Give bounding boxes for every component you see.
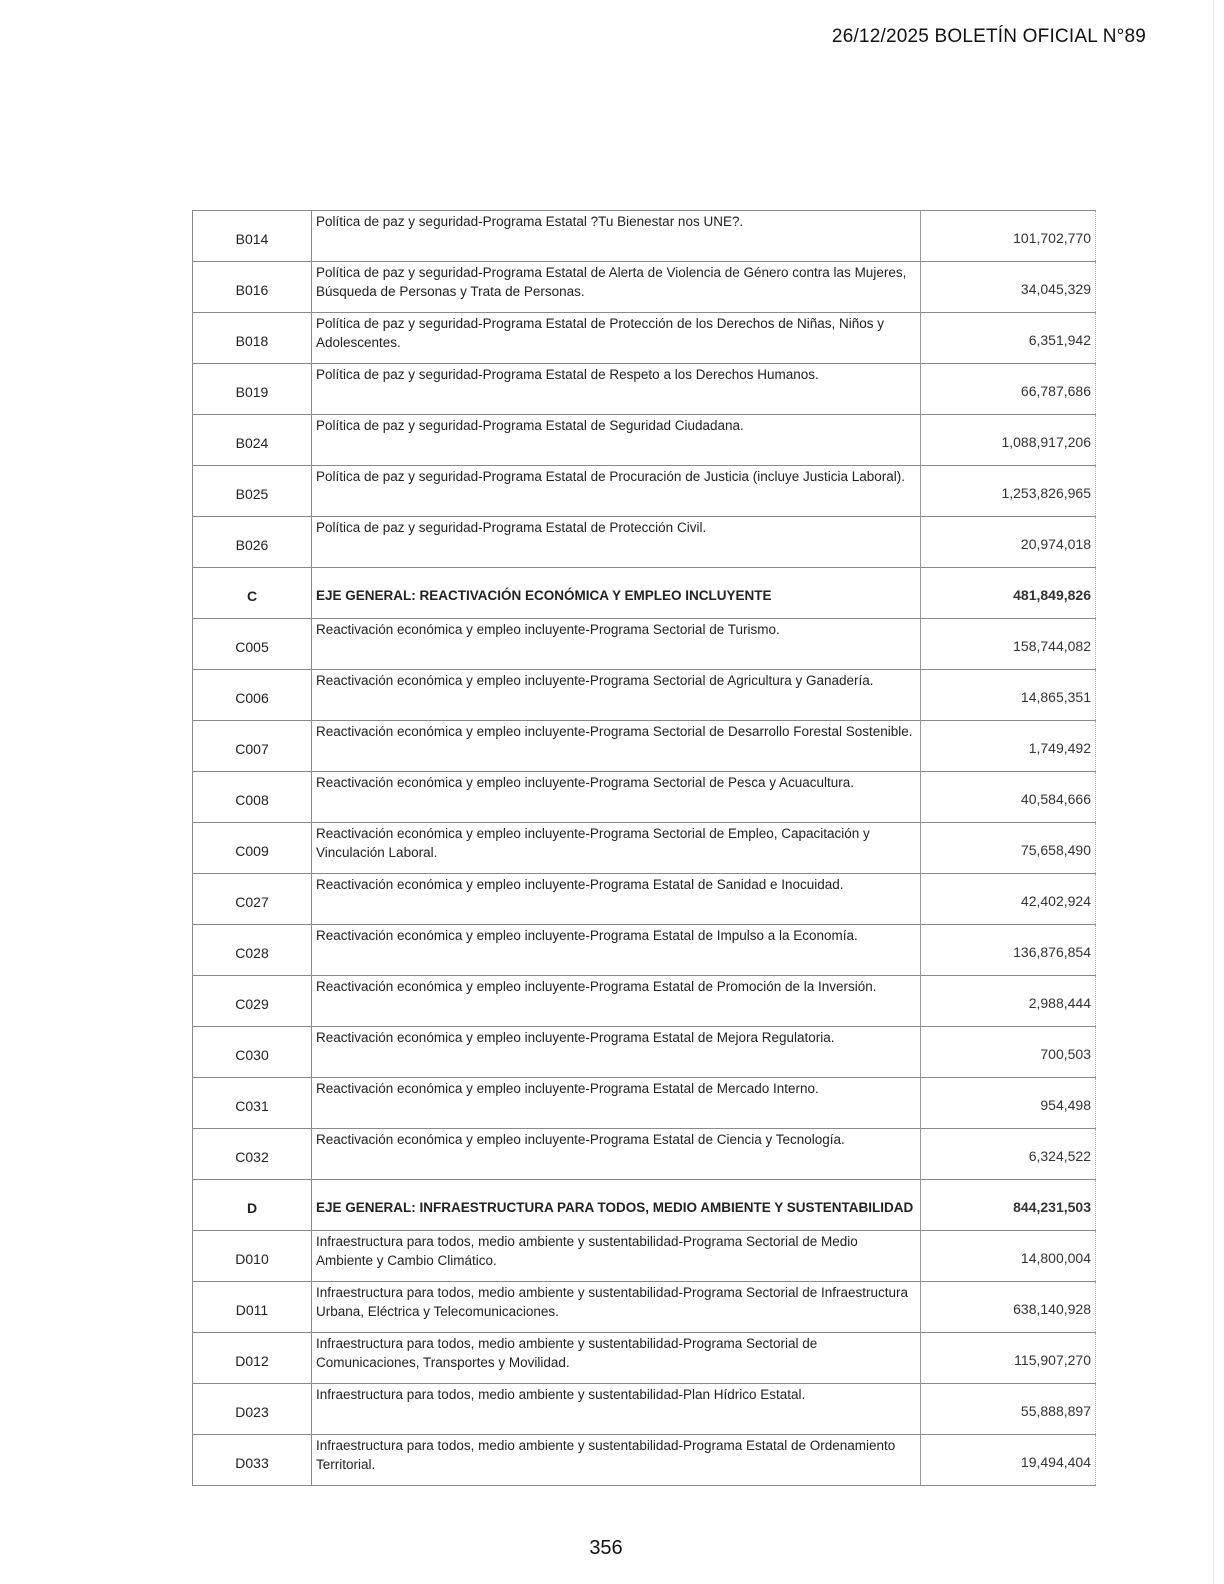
row-description: Infraestructura para todos, medio ambiente y sustentabilidad-Programa Estatal de Ordenamiento Territorial. <box>312 1435 921 1486</box>
row-code: B024 <box>193 415 312 466</box>
row-amount: 14,800,004 <box>921 1231 1096 1282</box>
row-amount: 700,503 <box>921 1027 1096 1078</box>
row-description: Política de paz y seguridad-Programa Estatal de Alerta de Violencia de Género contra las Mujeres, Búsqueda de Personas y Trata de Personas. <box>312 262 921 313</box>
row-description: Política de paz y seguridad-Programa Estatal de Protección Civil. <box>312 517 921 568</box>
table-row <box>193 619 1096 670</box>
row-description: Política de paz y seguridad-Programa Estatal de Respeto a los Derechos Humanos. <box>312 364 921 415</box>
row-description: Política de paz y seguridad-Programa Estatal de Protección de los Derechos de Niñas, Niños y Adolescentes. <box>312 313 921 364</box>
row-description: Reactivación económica y empleo incluyente-Programa Sectorial de Empleo, Capacitación y Vinculación Laboral. <box>312 823 921 874</box>
table-row <box>193 1027 1096 1078</box>
row-code: C028 <box>193 925 312 976</box>
row-code: D033 <box>193 1435 312 1486</box>
row-code: D010 <box>193 1231 312 1282</box>
table-row <box>193 1282 1096 1333</box>
row-amount: 34,045,329 <box>921 262 1096 313</box>
table-row <box>193 1129 1096 1180</box>
page-header: 26/12/2025 BOLETÍN OFICIAL N°89 <box>831 26 1146 47</box>
row-description: EJE GENERAL: REACTIVACIÓN ECONÓMICA Y EMPLEO INCLUYENTE <box>312 568 921 619</box>
table-row <box>193 772 1096 823</box>
row-amount: 75,658,490 <box>921 823 1096 874</box>
row-amount: 20,974,018 <box>921 517 1096 568</box>
table-row <box>193 1435 1096 1486</box>
row-amount: 1,749,492 <box>921 721 1096 772</box>
table-row <box>193 211 1096 262</box>
row-code: B019 <box>193 364 312 415</box>
row-code: C032 <box>193 1129 312 1180</box>
budget-table-body <box>193 211 1096 1486</box>
row-code: C <box>193 568 312 619</box>
table-row <box>193 670 1096 721</box>
row-code: D <box>193 1180 312 1231</box>
row-code: B016 <box>193 262 312 313</box>
row-description: Reactivación económica y empleo incluyente-Programa Estatal de Mercado Interno. <box>312 1078 921 1129</box>
table-row <box>193 1078 1096 1129</box>
table-row <box>193 1333 1096 1384</box>
table-row <box>193 874 1096 925</box>
row-code: C027 <box>193 874 312 925</box>
table-row <box>193 313 1096 364</box>
row-amount: 481,849,826 <box>921 568 1096 619</box>
table-row <box>193 1231 1096 1282</box>
row-description: EJE GENERAL: INFRAESTRUCTURA PARA TODOS, MEDIO AMBIENTE Y SUSTENTABILIDAD <box>312 1180 921 1231</box>
table-row <box>193 925 1096 976</box>
row-amount: 6,324,522 <box>921 1129 1096 1180</box>
row-description: Reactivación económica y empleo incluyente-Programa Sectorial de Desarrollo Forestal Sostenible. <box>312 721 921 772</box>
table-row <box>193 364 1096 415</box>
row-description: Reactivación económica y empleo incluyente-Programa Estatal de Impulso a la Economía. <box>312 925 921 976</box>
row-description: Reactivación económica y empleo incluyente-Programa Estatal de Ciencia y Tecnología. <box>312 1129 921 1180</box>
page-number: 356 <box>589 1537 623 1559</box>
row-amount: 19,494,404 <box>921 1435 1096 1486</box>
table-row <box>193 262 1096 313</box>
row-amount: 2,988,444 <box>921 976 1096 1027</box>
row-amount: 6,351,942 <box>921 313 1096 364</box>
row-description: Infraestructura para todos, medio ambiente y sustentabilidad-Programa Sectorial de Medio Ambiente y Cambio Climático. <box>312 1231 921 1282</box>
row-code: B014 <box>193 211 312 262</box>
axis-row <box>193 568 1096 619</box>
page-edge-line <box>1213 0 1214 1584</box>
row-code: C030 <box>193 1027 312 1078</box>
row-amount: 40,584,666 <box>921 772 1096 823</box>
row-description: Infraestructura para todos, medio ambiente y sustentabilidad-Plan Hídrico Estatal. <box>312 1384 921 1435</box>
budget-table <box>192 210 1096 1486</box>
row-code: C006 <box>193 670 312 721</box>
row-amount: 101,702,770 <box>921 211 1096 262</box>
row-description: Política de paz y seguridad-Programa Estatal de Procuración de Justicia (incluye Justicia Laboral). <box>312 466 921 517</box>
row-amount: 42,402,924 <box>921 874 1096 925</box>
table-row <box>193 1384 1096 1435</box>
table-row <box>193 823 1096 874</box>
row-amount: 954,498 <box>921 1078 1096 1129</box>
row-amount: 136,876,854 <box>921 925 1096 976</box>
row-code: C009 <box>193 823 312 874</box>
row-description: Infraestructura para todos, medio ambiente y sustentabilidad-Programa Sectorial de Infraestructura Urbana, Eléctrica y Telecomunicaciones. <box>312 1282 921 1333</box>
row-code: C029 <box>193 976 312 1027</box>
table-row <box>193 466 1096 517</box>
row-amount: 158,744,082 <box>921 619 1096 670</box>
row-code: C031 <box>193 1078 312 1129</box>
row-amount: 844,231,503 <box>921 1180 1096 1231</box>
row-code: C007 <box>193 721 312 772</box>
row-code: C005 <box>193 619 312 670</box>
row-amount: 115,907,270 <box>921 1333 1096 1384</box>
row-code: C008 <box>193 772 312 823</box>
row-amount: 1,253,826,965 <box>921 466 1096 517</box>
row-description: Reactivación económica y empleo incluyente-Programa Sectorial de Agricultura y Ganadería. <box>312 670 921 721</box>
row-code: D012 <box>193 1333 312 1384</box>
row-description: Reactivación económica y empleo incluyente-Programa Estatal de Sanidad e Inocuidad. <box>312 874 921 925</box>
row-description: Reactivación económica y empleo incluyente-Programa Estatal de Mejora Regulatoria. <box>312 1027 921 1078</box>
row-amount: 14,865,351 <box>921 670 1096 721</box>
table-row <box>193 721 1096 772</box>
row-amount: 66,787,686 <box>921 364 1096 415</box>
row-code: D023 <box>193 1384 312 1435</box>
row-description: Reactivación económica y empleo incluyente-Programa Estatal de Promoción de la Inversión. <box>312 976 921 1027</box>
row-code: D011 <box>193 1282 312 1333</box>
table-row <box>193 415 1096 466</box>
row-amount: 1,088,917,206 <box>921 415 1096 466</box>
row-description: Política de paz y seguridad-Programa Estatal ?Tu Bienestar nos UNE?. <box>312 211 921 262</box>
row-description: Reactivación económica y empleo incluyente-Programa Sectorial de Turismo. <box>312 619 921 670</box>
row-description: Política de paz y seguridad-Programa Estatal de Seguridad Ciudadana. <box>312 415 921 466</box>
row-description: Reactivación económica y empleo incluyente-Programa Sectorial de Pesca y Acuacultura. <box>312 772 921 823</box>
table-row <box>193 517 1096 568</box>
row-amount: 55,888,897 <box>921 1384 1096 1435</box>
axis-row <box>193 1180 1096 1231</box>
row-code: B018 <box>193 313 312 364</box>
row-amount: 638,140,928 <box>921 1282 1096 1333</box>
table-row <box>193 976 1096 1027</box>
row-description: Infraestructura para todos, medio ambiente y sustentabilidad-Programa Sectorial de Comunicaciones, Transportes y Movilidad. <box>312 1333 921 1384</box>
row-code: B025 <box>193 466 312 517</box>
row-code: B026 <box>193 517 312 568</box>
